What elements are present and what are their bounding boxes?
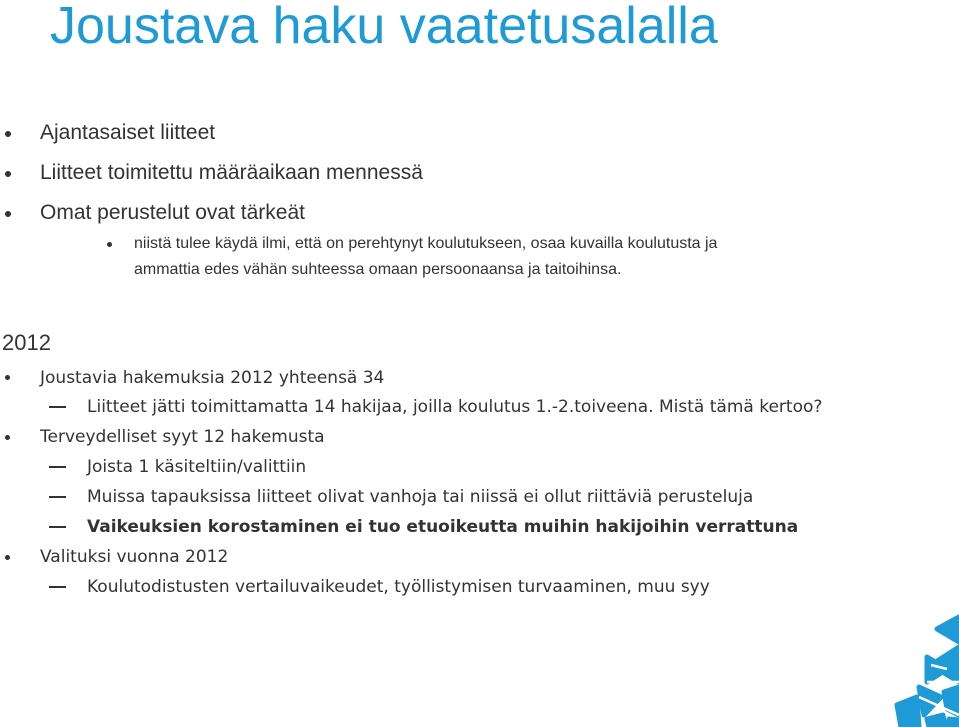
sub-bullet-line-1: niistä tulee käydä ilmi, että on perehtynyt koulutukseen, osaa kuvailla koulutusta ja — [134, 235, 718, 252]
bullet-dot-icon — [5, 131, 11, 137]
bullet-dot-icon — [5, 435, 10, 440]
bullet-dot-icon — [5, 555, 10, 560]
dash-icon — [49, 496, 66, 498]
stats-2-dash-3: Vaikeuksien korostaminen ei tuo etuoikeutta muihin hakijoihin verrattuna — [87, 517, 799, 537]
stats-bullet-1: Joustavia hakemuksia 2012 yhteensä 34 — [40, 368, 385, 388]
stats-2-dash-2: Muissa tapauksissa liitteet olivat vanhoja tai niissä ei ollut riittäviä perusteluja — [87, 487, 754, 507]
slide-title: Joustava haku vaatetusalalla — [50, 0, 718, 55]
stats-3-dash-1: Koulutodistusten vertailuvaikeudet, työllistymisen turvaaminen, muu syy — [87, 577, 710, 597]
top-bullet-3: Omat perustelut ovat tärkeät — [40, 201, 305, 224]
dash-icon — [49, 406, 66, 408]
bullet-dot-icon — [5, 375, 10, 380]
top-bullet-1: Ajantasaiset liitteet — [40, 121, 216, 144]
corner-decoration-graphic — [819, 587, 959, 727]
stats-bullet-3: Valituksi vuonna 2012 — [40, 547, 229, 567]
bullet-dot-icon — [5, 171, 11, 177]
year-heading: 2012 — [2, 330, 51, 355]
dash-icon — [49, 586, 66, 588]
sub-bullet-line-2: ammattia edes vähän suhteessa omaan persoonaansa ja taitoihinsa. — [134, 261, 622, 278]
sub-bullet-dot-icon — [107, 242, 112, 247]
stats-bullet-2: Terveydelliset syyt 12 hakemusta — [40, 427, 325, 447]
bullet-dot-icon — [5, 211, 11, 217]
dash-icon — [49, 466, 66, 468]
dash-icon — [49, 526, 66, 528]
stats-1-dash-1: Liitteet jätti toimittamatta 14 hakijaa, joilla koulutus 1.-2.toiveena. Mistä tämä kertoo? — [87, 397, 823, 417]
stats-2-dash-1: Joista 1 käsiteltiin/valittiin — [87, 457, 307, 477]
top-bullet-2: Liitteet toimitettu määräaikaan mennessä — [40, 161, 423, 184]
